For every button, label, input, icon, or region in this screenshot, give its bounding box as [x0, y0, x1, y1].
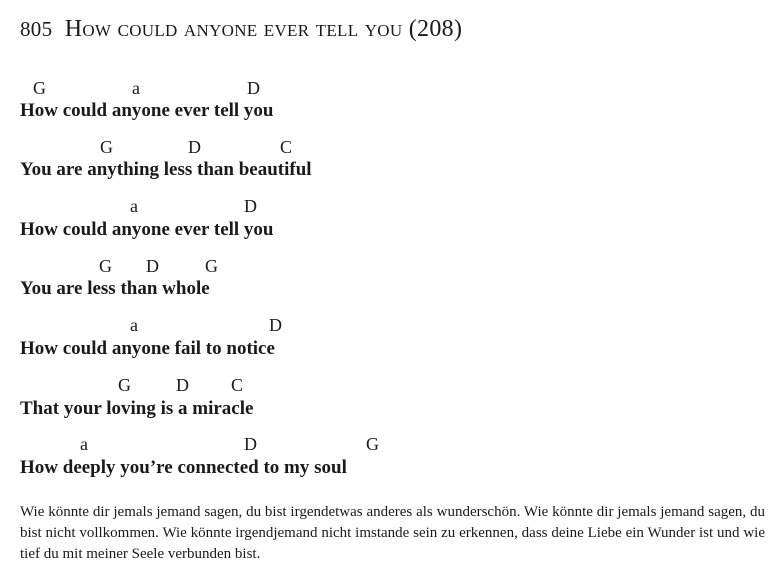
song-body	[20, 0, 760, 490]
chord: D	[244, 196, 257, 216]
translation-paragraph: Wie könnte dir jemals jemand sagen, du bist irgendetwas anderes als wunderschön. Wie könnte dir jemals jemand sagen, du bist nicht vollkommen. Wie könnte irgendjemand nicht imstande sein zu erkennen, dass deine Liebe ein Wunder ist und wie tief du mit meiner Seele verbunden bist.	[20, 504, 765, 562]
chord: D	[247, 78, 260, 98]
chord: G	[33, 78, 46, 98]
chord: G	[366, 434, 379, 454]
chord: G	[205, 256, 218, 276]
lyric-line: You are anything less than beautiful	[20, 159, 312, 180]
chord: a	[132, 78, 140, 98]
chord: G	[99, 256, 112, 276]
lyric-line: How could anyone ever tell you	[20, 100, 274, 121]
chord: D	[244, 434, 257, 454]
chord: C	[231, 375, 244, 395]
chord: G	[100, 137, 113, 157]
chord: C	[280, 137, 293, 157]
chord: a	[80, 434, 88, 454]
lyric-line: How deeply you’re connected to my soul	[20, 457, 347, 478]
song-reference: (208)	[408, 16, 463, 42]
chord: a	[130, 315, 138, 335]
lyric-line: How could anyone fail to notice	[20, 338, 275, 359]
lyric-line: How could anyone ever tell you	[20, 219, 274, 240]
chord: G	[118, 375, 131, 395]
song-title: How could anyone ever tell you	[64, 16, 403, 42]
chord: D	[269, 315, 282, 335]
chord: D	[188, 137, 201, 157]
chord: a	[130, 196, 138, 216]
song-number: 805	[20, 17, 53, 41]
lyric-line: You are less than whole	[20, 278, 210, 299]
lyric-line: That your loving is a miracle	[20, 398, 254, 419]
chord: D	[176, 375, 189, 395]
chord: D	[146, 256, 159, 276]
